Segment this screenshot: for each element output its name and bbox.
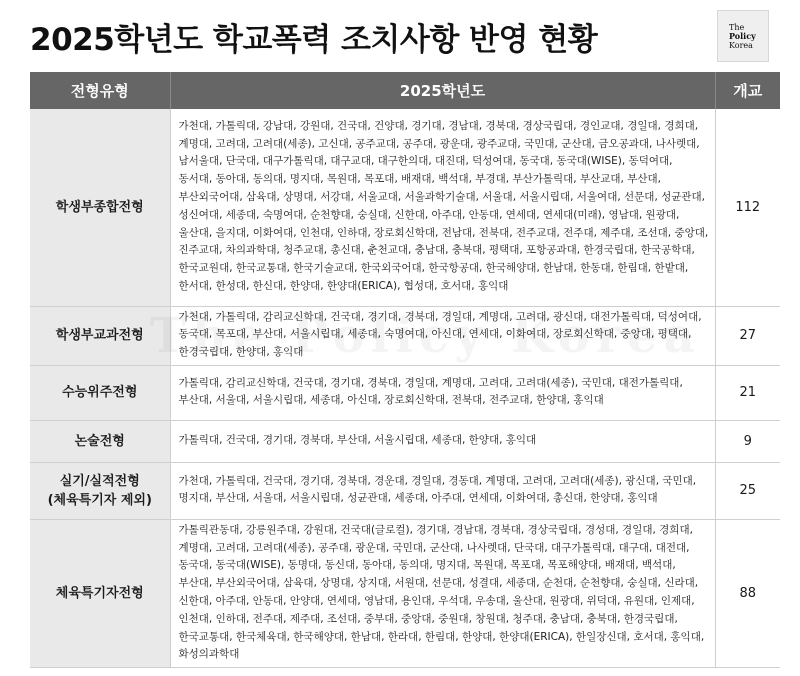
school-count-cell: 9 — [715, 420, 780, 462]
table-row — [30, 519, 780, 667]
logo-line-2: Policy — [729, 31, 756, 41]
school-count-cell: 112 — [715, 109, 780, 306]
school-list-cell: 가톨릭대, 감리교신학대, 건국대, 경기대, 경북대, 경일대, 계명대, 고려대, 고려대(세종), 국민대, 대전가톨릭대, 부산대, 서울대, 서울시립대, 세종대, 아신대, 장로회신학대, 전북대, 전주교대, 한양대, 홍익대 — [170, 365, 715, 420]
admission-type-cell — [30, 420, 170, 462]
logo-line-1: The — [729, 23, 745, 32]
school-count-cell: 25 — [715, 462, 780, 519]
publisher-logo — [717, 10, 769, 62]
school-list-cell: 가천대, 가톨릭대, 건국대, 경기대, 경북대, 경운대, 경일대, 경동대, 계명대, 고려대, 고려대(세종), 광신대, 국민대, 명지대, 부산대, 서울대, 서울시립대, 성균관대, 세종대, 아주대, 연세대, 이화여대, 총신대, 한양대, 홍익대 — [170, 462, 715, 519]
table-header-row — [30, 72, 780, 109]
school-list-cell: 가톨릭관동대, 강릉원주대, 강원대, 건국대(글로컬), 경기대, 경남대, 경북대, 경상국립대, 경성대, 경일대, 경희대, 계명대, 고려대, 고려대(세종), 공주대, 광운대, 국민대, 군산대, 나사렛대, 단국대, 대구가톨릭대, 대구대, 대전대, 동국대, 동국대(WISE), 동명대, 동신대, 동아대, 동의대, 명지대, 목원대, 목포대, 목포해양대, 배재대, 백석대, 부산대, 부산외국어대, 삼육대, 상명대, 상지대, 서원대, 선문대, 성결대, 세종대, 순천대, 순천향대, 숭실대, 신라대, 신한대, 아주대, 안동대, 안양대, 연세대, 영남대, 용인대, 우석대, 우송대, 울산대, 원광대, 위덕대, 유원대, 인제대, 인천대, 인하대, 전주대, 제주대, 조선대, 중부대, 중앙대, 중원대, 창원대, 청주대, 충남대, 충북대, 한경국립대, 한국교통대, 한국체육대, 한국해양대, 한남대, 한라대, 한림대, 한양대, 한양대(ERICA), 한일장신대, 호서대, 홍익대, 화성의과학대 — [170, 519, 715, 667]
school-count-cell: 88 — [715, 519, 780, 667]
logo-line-3: Korea — [729, 41, 753, 50]
table-row — [30, 109, 780, 306]
school-violence-policy-table — [30, 72, 780, 668]
school-list-cell: 가천대, 가톨릭대, 강남대, 강원대, 건국대, 건양대, 경기대, 경남대, 경북대, 경상국립대, 경인교대, 경일대, 경희대, 계명대, 고려대, 고려대(세종), 고신대, 공주교대, 공주대, 광운대, 광주교대, 국민대, 군산대, 금오공과대, 나사렛대, 남서울대, 단국대, 대구가톨릭대, 대구교대, 대구한의대, 대진대, 덕성여대, 동국대, 동국대(WISE), 동덕여대, 동서대, 동아대, 동의대, 명지대, 목원대, 목포대, 배재대, 백석대, 부경대, 부산가톨릭대, 부산교대, 부산대, 부산외국어대, 삼육대, 상명대, 서강대, 서울교대, 서울과학기술대, 서울대, 서울시립대, 서울여대, 선문대, 성균관대, 성신여대, 세종대, 숙명여대, 순천향대, 숭실대, 신한대, 아주대, 안동대, 연세대, 연세대(미래), 영남대, 원광대, 울산대, 을지대, 이화여대, 인천대, 인하대, 장로회신학대, 전남대, 전북대, 전주교대, 전주대, 제주대, 조선대, 중앙대, 진주교대, 차의과학대, 청주교대, 총신대, 춘천교대, 충남대, 충북대, 평택대, 포항공과대, 한경국립대, 한국공학대, 한국교원대, 한국교통대, 한국기술교대, 한국외국어대, 한국항공대, 한국해양대, 한남대, 한동대, 한림대, 한밭대, 한서대, 한성대, 한신대, 한양대, 한양대(ERICA), 협성대, 호서대, 홍익대 — [170, 109, 715, 306]
school-count-cell: 27 — [715, 306, 780, 365]
admission-type-cell — [30, 109, 170, 306]
header-school-count: 개교 — [715, 72, 780, 109]
admission-type-cell — [30, 519, 170, 667]
school-list-cell: 가톨릭대, 건국대, 경기대, 경북대, 부산대, 서울시립대, 세종대, 한양대, 홍익대 — [170, 420, 715, 462]
admission-type-cell — [30, 365, 170, 420]
table-row — [30, 420, 780, 462]
admission-type-cell — [30, 462, 170, 519]
admission-type-label: 실기/실적전형 — [59, 473, 140, 489]
admission-type-note: (체육특기자 제외) — [47, 492, 152, 508]
table-row — [30, 365, 780, 420]
admission-type-label: 논술전형 — [74, 433, 125, 449]
school-list-cell: 가천대, 가톨릭대, 감리교신학대, 건국대, 경기대, 경북대, 경일대, 계명대, 고려대, 광신대, 대전가톨릭대, 덕성여대, 동국대, 목포대, 부산대, 서울시립대, 세종대, 숙명여대, 아신대, 연세대, 이화여대, 장로회신학대, 중앙대, 평택대, 한경국립대, 한양대, 홍익대 — [170, 306, 715, 365]
admission-type-label: 학생부종합전형 — [55, 199, 144, 215]
admission-type-label: 학생부교과전형 — [55, 328, 144, 344]
table-row — [30, 462, 780, 519]
admission-type-label: 수능위주전형 — [62, 385, 138, 401]
table-row — [30, 306, 780, 365]
header-academic-year: 2025학년도 — [170, 72, 715, 109]
header-admission-type: 전형유형 — [30, 72, 170, 109]
admission-type-label: 체육특기자전형 — [55, 586, 144, 602]
admission-type-cell — [30, 306, 170, 365]
school-count-cell: 21 — [715, 365, 780, 420]
page-title: 2025학년도 학교폭력 조치사항 반영 현황 — [30, 22, 598, 58]
